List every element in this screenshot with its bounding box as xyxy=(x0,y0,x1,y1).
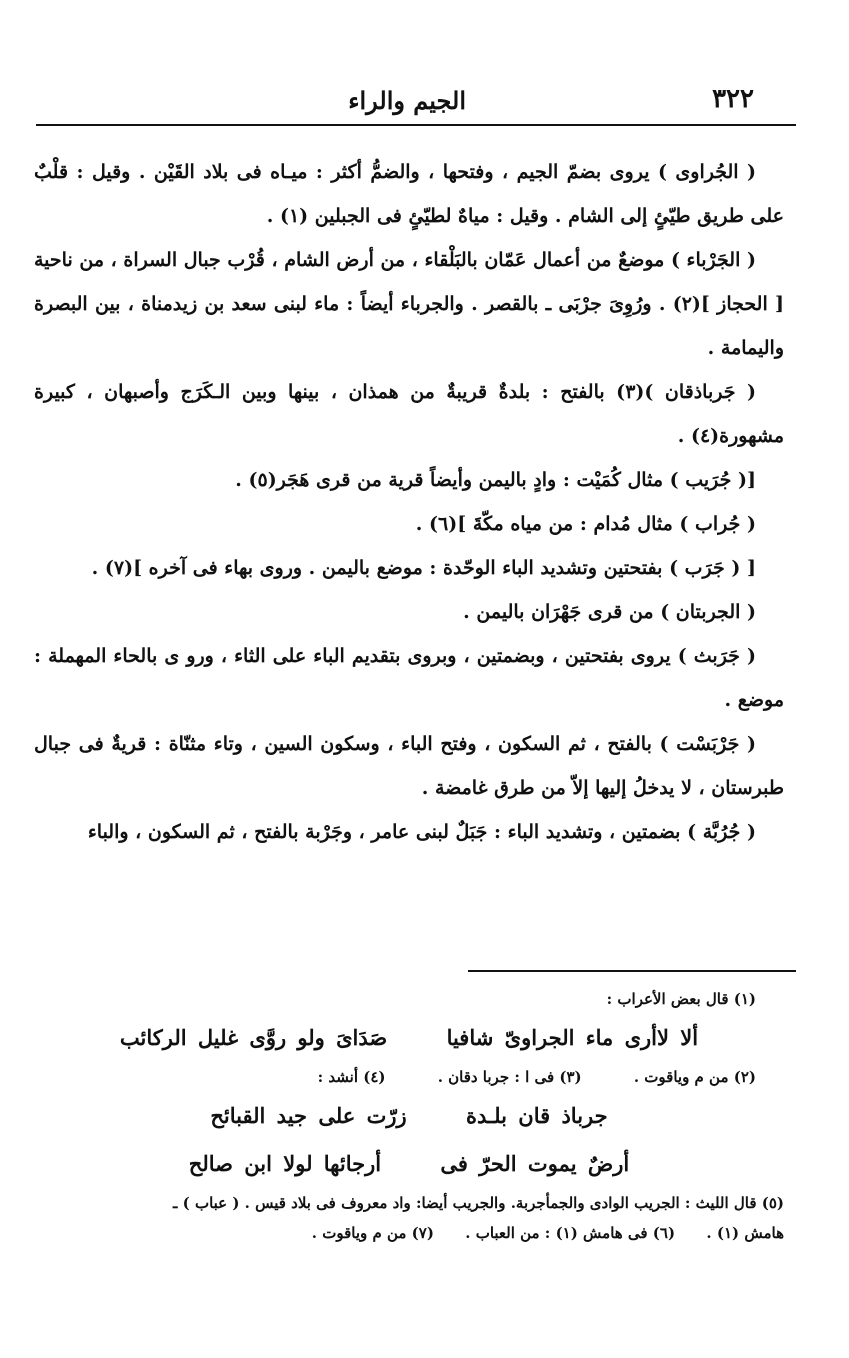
verse-hemistich: زرّت على جيد القبائح xyxy=(210,1103,407,1128)
entry-al-jarbataan xyxy=(34,590,784,634)
footnote-1-intro: (١) قال بعض الأعراب : xyxy=(606,990,756,1008)
verse-1 xyxy=(34,1014,784,1062)
footnote-5: (٥) قال الليث : الجريب الوادى والجمأجربة. والجريب أيضا: واد معروف فى بلاد قيس . ( عباب ) ـ xyxy=(173,1194,784,1212)
footnotes xyxy=(34,984,784,1248)
footnotes-5-7-cont: هامش (١) . (٦) فى هامش (١) : من العباب . (٧) من م وياقوت . xyxy=(311,1224,784,1242)
header-rule xyxy=(36,124,796,126)
entry-text: ( الجُراوى ) يروى بضمّ الجيم ، وفتحها ، والضمُّ أكثر : ميـاه فى بلاد القَيْن . وقيل : قلْبٌ على طريق طيّئٍ إلى الشام . وقيل : مياهٌ لطيّئٍ فى الجبلين (١) . xyxy=(34,161,784,227)
entry-al-jarbaa xyxy=(34,238,784,370)
page-header xyxy=(50,84,796,124)
verse-3 xyxy=(34,1140,784,1188)
entry-jarbast xyxy=(34,722,784,810)
entry-jarab xyxy=(34,546,784,590)
footnotes-2-4: (٢) من م وياقوت . (٣) فى ا : جربا دقان . (٤) أنشد : xyxy=(317,1068,756,1086)
entry-jarbadhqan xyxy=(34,370,784,458)
entry-text: ( جَرْبَسْت ) بالفتح ، ثم السكون ، وفتح الباء ، وسكون السين ، وتاء مثنّاة : قريةٌ فى جبال طبرستان ، لا يدخلُ إليها إلاّ من طرق غامضة . xyxy=(34,733,784,799)
entry-text: ( الجربتان ) من قرى جَهْرَان باليمن . xyxy=(463,601,756,623)
running-title: الجيم والراء xyxy=(348,86,466,115)
verse-hemistich: صَدَاىَ ولو روَّى غليل الركائب xyxy=(119,1025,388,1050)
entry-text: [( جُرَيب ) مثال كُمَيْت : وادٍ باليمن وأيضاً قرية من قرى هَجَر(٥) . xyxy=(235,469,756,491)
footnote-rule xyxy=(468,970,796,972)
entry-juraab xyxy=(34,502,784,546)
entry-jurubba xyxy=(34,810,784,854)
entry-jarabth xyxy=(34,634,784,722)
entry-jurayb xyxy=(34,458,784,502)
entry-al-juraawi xyxy=(34,150,784,238)
verse-hemistich: أرضٌ يموت الحرّ فى xyxy=(440,1151,630,1176)
verse-hemistich: أرجائها لولا ابن صالح xyxy=(188,1151,382,1176)
entry-text: ( جُرُبَّة ) بضمتين ، وتشديد الباء : جَبَلٌ لبنى عامر ، وجَرْبة بالفتح ، ثم السكون ، والباء xyxy=(87,821,756,843)
entry-text: ( الجَرْباء ) موضعٌ من أعمال عَمّان بالبَلْقاء ، من أرض الشام ، قُرْب جبال السراة ، من ناحية [ الحجاز ](٢) . ورُوِىَ جرْبَى ـ بالقصر . والجرباء أيضاً : ماء لبنى سعد بن زيدمناة ، بين البصرة واليمامة . xyxy=(34,249,784,359)
verse-hemistich: ألا لاأرى ماء الجراوىّ شافيا xyxy=(446,1025,699,1050)
entry-text: ( جَرباذقان )(٣) بالفتح : بلدةٌ قريبةٌ من همذان ، بينها وبين الـكَرَج وأصبهان ، كبيرة مشهورة(٤) . xyxy=(34,381,784,447)
page-number: ٣٢٢ xyxy=(712,84,754,114)
verse-2 xyxy=(34,1092,784,1140)
main-text xyxy=(34,150,784,854)
entry-text: ( جَرَبث ) يروى بفتحتين ، وبضمتين ، وبروى بتقديم الباء على الثاء ، ورو ى بالحاء المهملة : موضع . xyxy=(34,645,784,711)
entry-text: ( جُراب ) مثال مُدام : من مياه مكّةَ ](٦) . xyxy=(415,513,756,535)
verse-hemistich: جرباذ قان بلـدة xyxy=(466,1103,608,1128)
entry-text: [ ( جَرَب ) بفتحتين وتشديد الباء الوحّدة : موضع باليمن . وروى بهاء فى آخره ](٧) . xyxy=(91,557,756,579)
